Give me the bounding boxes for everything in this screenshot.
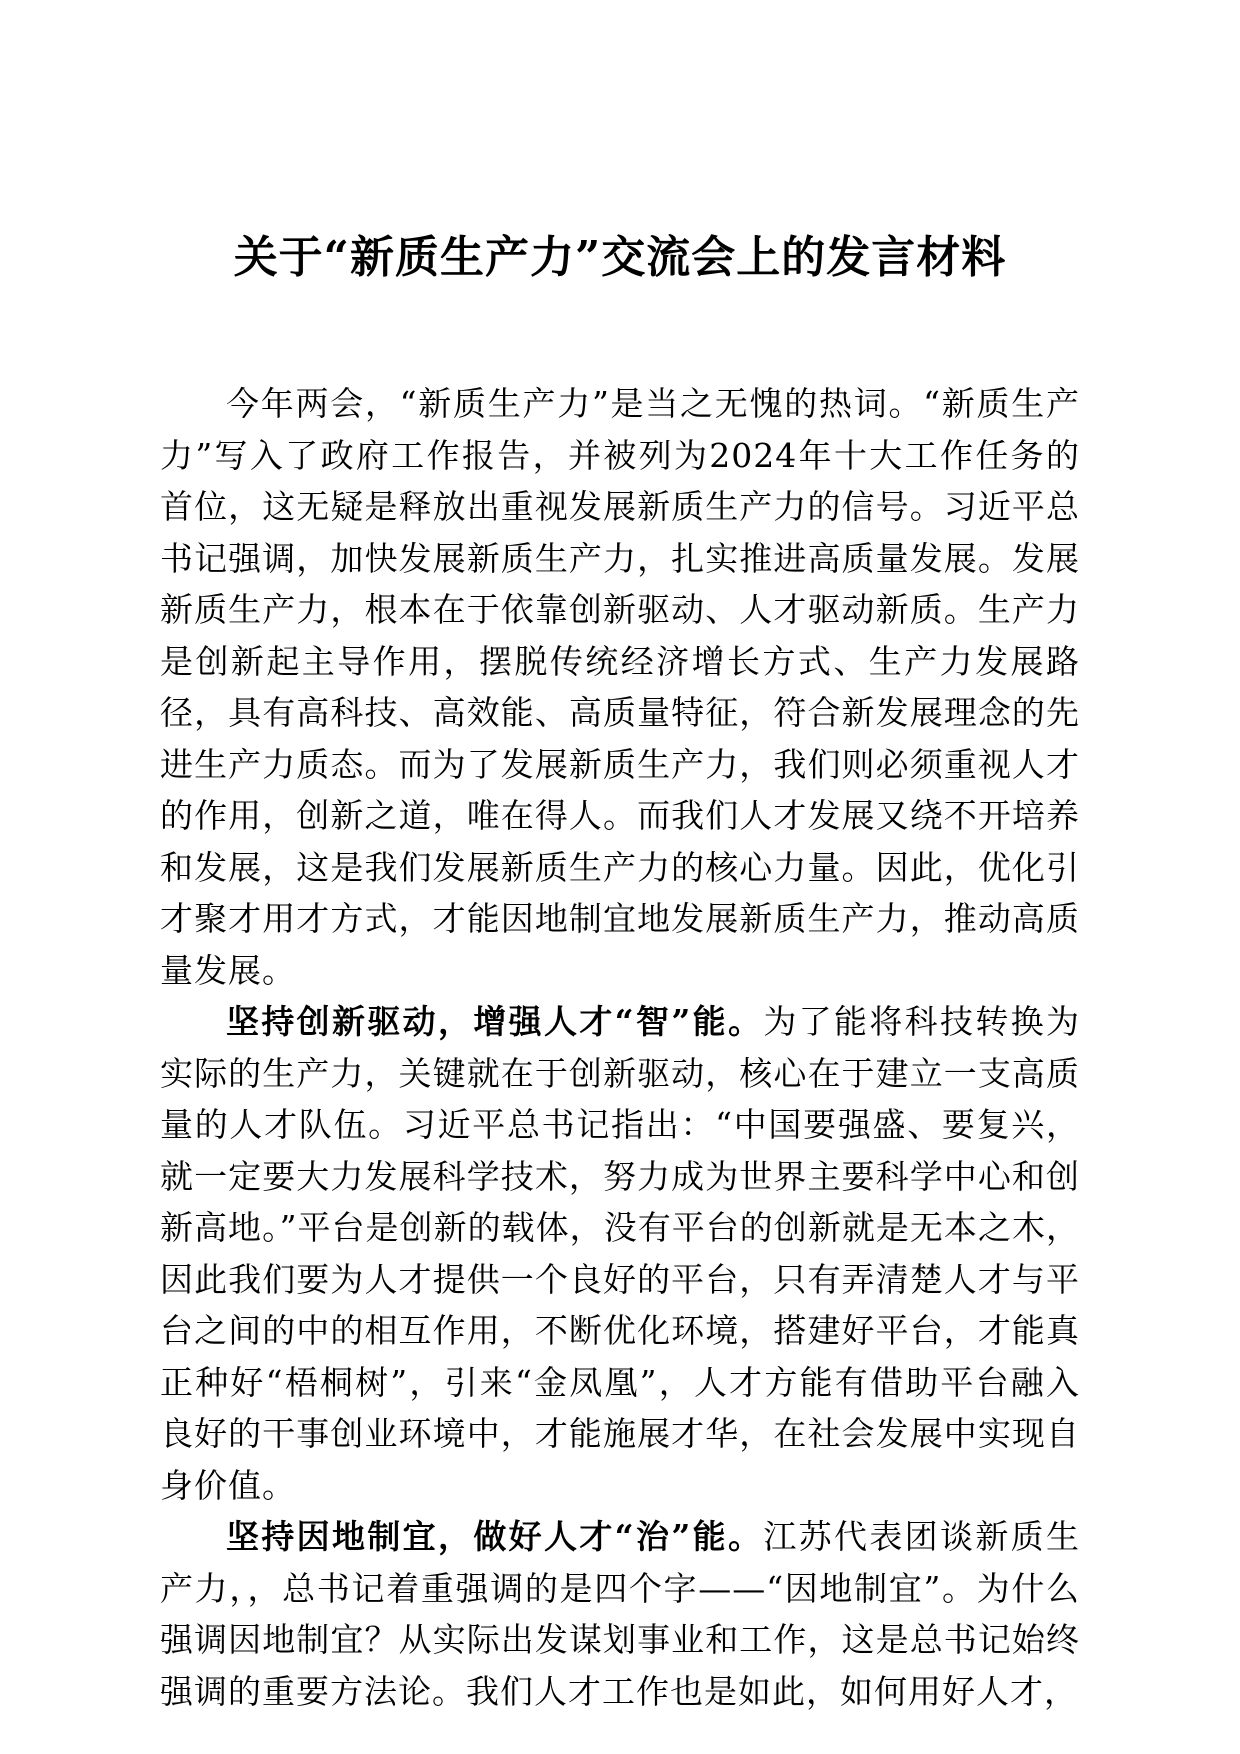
paragraph-lead: 坚持因地制宜，做好人才“治”能。 (226, 1517, 764, 1556)
paragraph-text: 今年两会，“新质生产力”是当之无愧的热词。“新质生产力”写入了政府工作报告，并被列为2024年十大工作任务的首位，这无疑是释放出重视发展新质生产力的信号。习近平总书记强调，加快发展新质生产力，扎实推进高质量发展。发展新质生产力，根本在于依靠创新驱动、人才驱动新质。生产力是创新起主导作用，摆脱传统经济增长方式、生产力发展路径，具有高科技、高效能、高质量特征，符合新发展理念的先进生产力质态。而为了发展新质生产力，我们则必须重视人才的作用，创新之道，唯在得人。而我们人才发展又绕不开培养和发展，这是我们发展新质生产力的核心力量。因此，优化引才聚才用才方式，才能因地制宜地发展新质生产力，推动高质量发展。 (160, 384, 1080, 990)
paragraph-lead: 坚持创新驱动，增强人才“智”能。 (226, 1002, 764, 1041)
paragraph-intro (160, 378, 1080, 996)
document-title: 关于“新质生产力”交流会上的发言材料 (233, 232, 1007, 283)
document-body (160, 378, 1080, 1717)
paragraph-text: 为了能将科技转换为实际的生产力，关键就在于创新驱动，核心在于建立一支高质量的人才队伍。习近平总书记指出：“中国要强盛、要复兴，就一定要大力发展科学技术，努力成为世界主要科学中心和创新高地。”平台是创新的载体，没有平台的创新就是无本之木，因此我们要为人才提供一个良好的平台，只有弄清楚人才与平台之间的中的相互作用，不断优化环境，搭建好平台，才能真正种好“梧桐树”，引来“金凤凰”，人才方能有借助平台融入良好的干事创业环境中，才能施展才华，在社会发展中实现自身价值。 (160, 1002, 1081, 1505)
paragraph-innovation (160, 996, 1080, 1511)
paragraph-text: 江苏代表团谈新质生产力，，总书记着重强调的是四个字——“因地制宜”。为什么强调因地制宜？从实际出发谋划事业和工作，这是总书记始终强调的重要方法论。我们人才工作也是如此，如何用好人才， (160, 1517, 1081, 1711)
paragraph-local-conditions (160, 1511, 1080, 1717)
